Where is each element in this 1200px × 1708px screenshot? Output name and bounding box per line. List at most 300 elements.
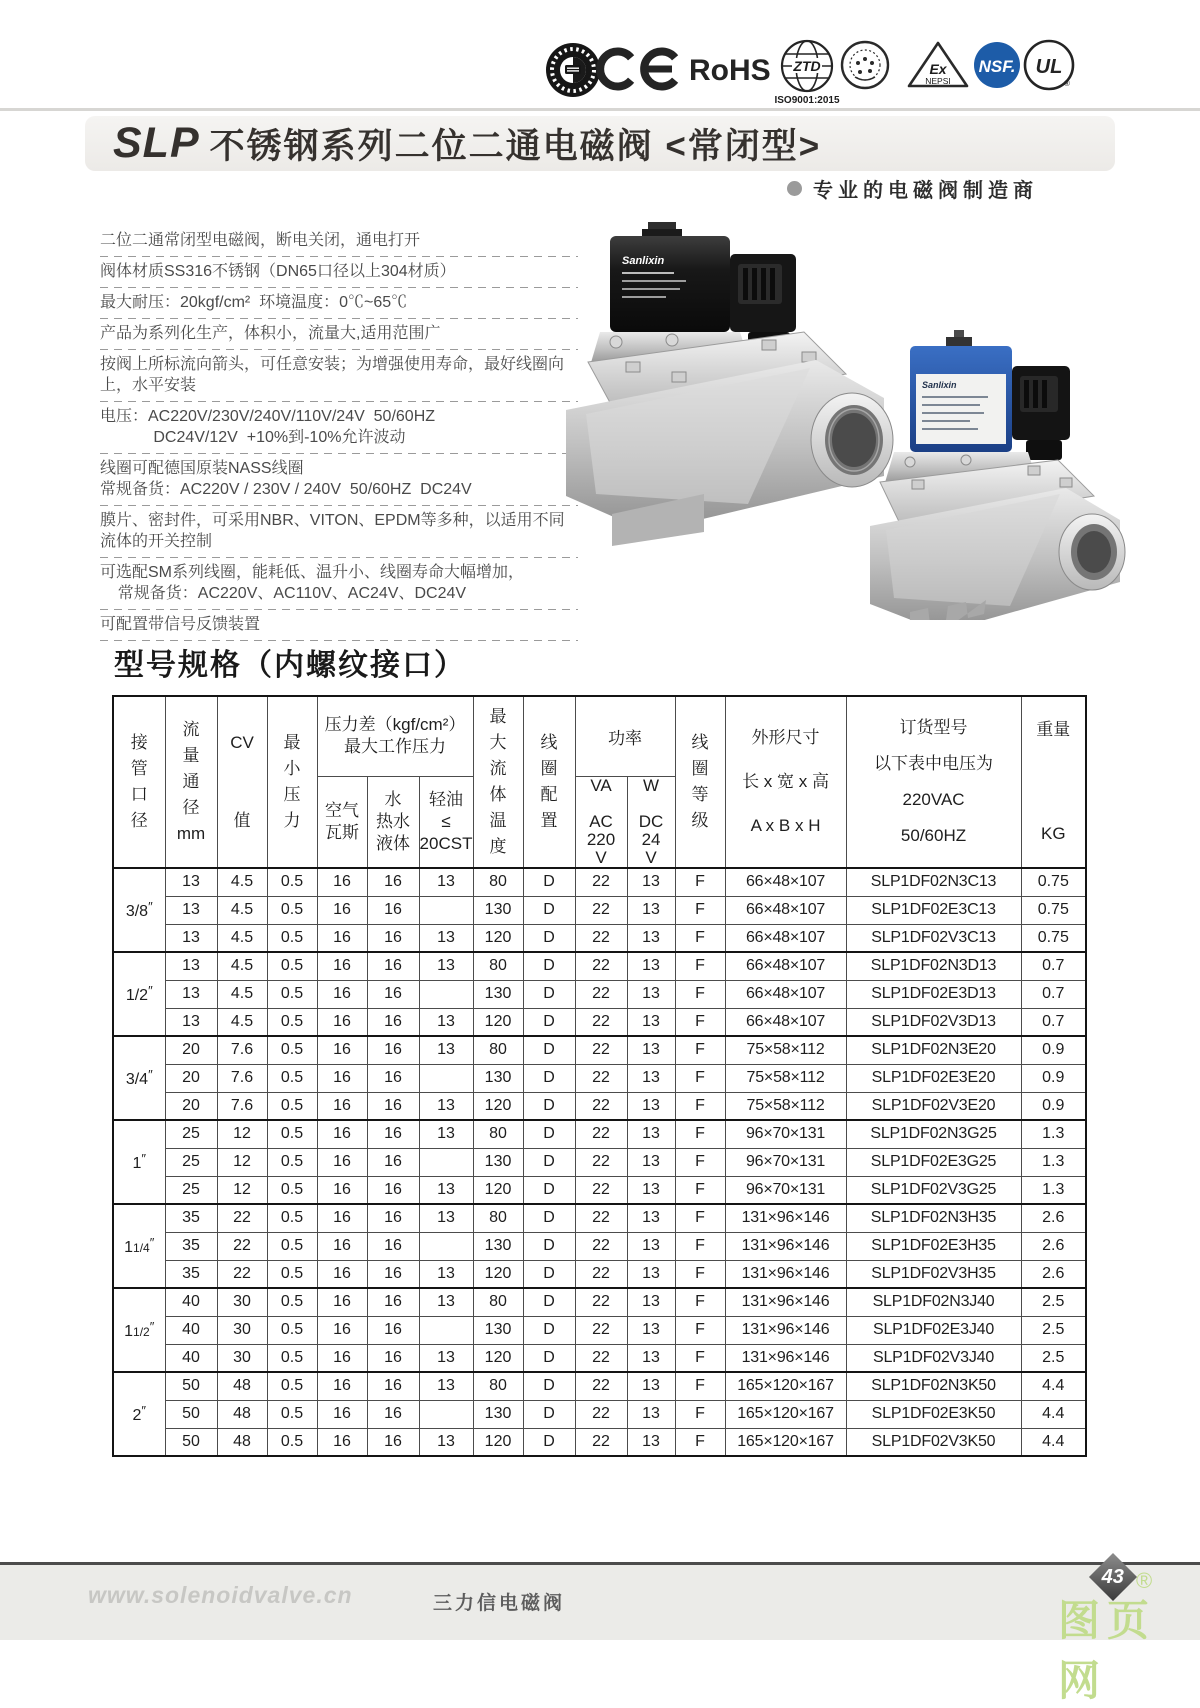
col-header-light-oil: 轻油 ≤ 20CST (419, 776, 473, 868)
watermark-registered-mark: ® (1136, 1568, 1153, 1593)
feature-item: 可选配SM系列线圈，能耗低、温升小、线圈寿命大幅增加， 常规备货：AC220V、AC110V、AC24V、DC24V (100, 558, 578, 610)
footer-website: www.solenoidvalve.cn (88, 1582, 353, 1608)
cell-weight_kg: 1.3 (1021, 1120, 1086, 1148)
feature-item: 可配置带信号反馈装置 (100, 610, 578, 641)
cell-power_va_ac220v: 22 (575, 1316, 627, 1344)
cell-dn_mm: 40 (165, 1288, 217, 1316)
cell-water_hot_liquid: 16 (367, 896, 419, 924)
table-row (113, 1176, 1086, 1204)
cell-light_oil (419, 1148, 473, 1176)
table-row (113, 1008, 1086, 1036)
cell-coil_class: F (675, 1176, 725, 1204)
cell-min_pressure: 0.5 (267, 1008, 317, 1036)
cell-power_va_ac220v: 22 (575, 1232, 627, 1260)
cell-coil_config: D (523, 1120, 575, 1148)
cell-dn_mm: 25 (165, 1176, 217, 1204)
cell-air_gas: 16 (317, 868, 367, 896)
cell-air_gas: 16 (317, 980, 367, 1008)
cell-dimensions_mm: 96×70×131 (725, 1120, 846, 1148)
cell-min_pressure: 0.5 (267, 1372, 317, 1400)
cell-max_fluid_temp: 120 (473, 1176, 523, 1204)
cell-weight_kg: 0.75 (1021, 868, 1086, 896)
cell-weight_kg: 2.6 (1021, 1232, 1086, 1260)
cell-air_gas: 16 (317, 1260, 367, 1288)
cell-coil_config: D (523, 952, 575, 980)
cell-air_gas: 16 (317, 1428, 367, 1456)
cell-dimensions_mm: 131×96×146 (725, 1288, 846, 1316)
cell-power_w_dc24v: 13 (627, 952, 675, 980)
col-header-dimensions: 外形尺寸 长 x 宽 x 高 A x B x H (725, 696, 846, 868)
cell-dimensions_mm: 131×96×146 (725, 1316, 846, 1344)
cell-max_fluid_temp: 80 (473, 1204, 523, 1232)
cell-max_fluid_temp: 80 (473, 1288, 523, 1316)
col-header-coil-class: 线 圈 等 级 (675, 696, 725, 868)
cell-order_model: SLP1DF02V3K50 (846, 1428, 1021, 1456)
cell-water_hot_liquid: 16 (367, 1288, 419, 1316)
cell-min_pressure: 0.5 (267, 1176, 317, 1204)
cell-dn_mm: 50 (165, 1428, 217, 1456)
cell-cv_value: 22 (217, 1232, 267, 1260)
cell-max_fluid_temp: 120 (473, 1344, 523, 1372)
col-header-water: 水 热水 液体 (367, 776, 419, 868)
cell-light_oil: 13 (419, 1372, 473, 1400)
cell-power_va_ac220v: 22 (575, 1176, 627, 1204)
cell-power_w_dc24v: 13 (627, 1204, 675, 1232)
feature-item: 产品为系列化生产，体积小，流量大,适用范围广 (100, 319, 578, 350)
cell-order_model: SLP1DF02V3E20 (846, 1092, 1021, 1120)
cell-max_fluid_temp: 130 (473, 1232, 523, 1260)
cell-max_fluid_temp: 130 (473, 1064, 523, 1092)
cell-air_gas: 16 (317, 1036, 367, 1064)
col-header-weight: 重量 KG (1021, 696, 1086, 868)
cell-power_w_dc24v: 13 (627, 896, 675, 924)
cell-max_fluid_temp: 80 (473, 1372, 523, 1400)
col-header-coil-config: 线 圈 配 置 (523, 696, 575, 868)
cell-min_pressure: 0.5 (267, 1344, 317, 1372)
cell-power_va_ac220v: 22 (575, 1400, 627, 1428)
cell-dimensions_mm: 75×58×112 (725, 1064, 846, 1092)
tagline-text: 专业的电磁阀制造商 (813, 180, 1038, 202)
table-row (113, 1288, 1086, 1316)
cell-light_oil: 13 (419, 1176, 473, 1204)
cell-coil_class: F (675, 1344, 725, 1372)
cell-order_model: SLP1DF02N3G25 (846, 1120, 1021, 1148)
tagline-bullet-icon (787, 181, 802, 196)
cell-min_pressure: 0.5 (267, 1400, 317, 1428)
pipe-size-cell: 1/2″ (113, 952, 165, 1036)
cell-coil_config: D (523, 1232, 575, 1260)
cell-power_va_ac220v: 22 (575, 1288, 627, 1316)
cell-max_fluid_temp: 120 (473, 1008, 523, 1036)
cell-order_model: SLP1DF02N3K50 (846, 1372, 1021, 1400)
cell-dn_mm: 20 (165, 1064, 217, 1092)
cell-air_gas: 16 (317, 924, 367, 952)
col-header-power-w: W DC 24 V (627, 776, 675, 868)
cell-coil_class: F (675, 896, 725, 924)
cell-power_w_dc24v: 13 (627, 1400, 675, 1428)
cell-power_w_dc24v: 13 (627, 1120, 675, 1148)
cell-power_va_ac220v: 22 (575, 1372, 627, 1400)
cell-dn_mm: 13 (165, 1008, 217, 1036)
cell-power_w_dc24v: 13 (627, 1148, 675, 1176)
cell-power_va_ac220v: 22 (575, 1344, 627, 1372)
cell-power_va_ac220v: 22 (575, 1148, 627, 1176)
cell-water_hot_liquid: 16 (367, 924, 419, 952)
cell-weight_kg: 2.5 (1021, 1316, 1086, 1344)
pipe-size-cell: 3/8″ (113, 868, 165, 952)
pipe-size-cell: 11/2″ (113, 1288, 165, 1372)
ul-mark-icon (1025, 41, 1073, 89)
nsf-mark-icon (974, 42, 1020, 88)
table-row (113, 924, 1086, 952)
cell-coil_config: D (523, 1204, 575, 1232)
cell-cv_value: 7.6 (217, 1036, 267, 1064)
table-row (113, 1428, 1086, 1456)
table-row (113, 1120, 1086, 1148)
table-row (113, 1344, 1086, 1372)
cell-coil_class: F (675, 952, 725, 980)
cell-coil_config: D (523, 1288, 575, 1316)
cell-min_pressure: 0.5 (267, 1428, 317, 1456)
table-row (113, 1260, 1086, 1288)
cell-light_oil: 13 (419, 1008, 473, 1036)
cell-order_model: SLP1DF02E3J40 (846, 1316, 1021, 1344)
table-row (113, 868, 1086, 896)
cell-water_hot_liquid: 16 (367, 1316, 419, 1344)
cell-cv_value: 4.5 (217, 896, 267, 924)
cell-weight_kg: 4.4 (1021, 1400, 1086, 1428)
table-row (113, 1400, 1086, 1428)
cell-dn_mm: 20 (165, 1092, 217, 1120)
cell-light_oil: 13 (419, 1204, 473, 1232)
title-bar (85, 116, 1115, 171)
cell-water_hot_liquid: 16 (367, 868, 419, 896)
pipe-size-cell: 3/4″ (113, 1036, 165, 1120)
cell-dn_mm: 13 (165, 896, 217, 924)
cell-coil_class: F (675, 1148, 725, 1176)
cell-power_w_dc24v: 13 (627, 1232, 675, 1260)
cell-dn_mm: 50 (165, 1400, 217, 1428)
ul-registered-mark: ® (1064, 79, 1070, 88)
cell-air_gas: 16 (317, 1400, 367, 1428)
cell-power_w_dc24v: 13 (627, 1428, 675, 1456)
cell-coil_config: D (523, 1400, 575, 1428)
cell-cv_value: 48 (217, 1372, 267, 1400)
cell-min_pressure: 0.5 (267, 1120, 317, 1148)
cell-water_hot_liquid: 16 (367, 1008, 419, 1036)
cell-water_hot_liquid: 16 (367, 1036, 419, 1064)
feature-item: 二位二通常闭型电磁阀，断电关闭，通电打开 (100, 226, 578, 257)
cell-order_model: SLP1DF02V3C13 (846, 924, 1021, 952)
cell-coil_class: F (675, 1316, 725, 1344)
cell-max_fluid_temp: 80 (473, 1120, 523, 1148)
table-row (113, 1372, 1086, 1400)
cell-air_gas: 16 (317, 896, 367, 924)
feature-item: 最大耐压：20kgf/cm² 环境温度：0℃~65℃ (100, 288, 578, 319)
footer-brand: 三力信电磁阀 (433, 1593, 566, 1614)
cell-weight_kg: 0.7 (1021, 952, 1086, 980)
tuv-nord-icon (546, 43, 600, 97)
cell-water_hot_liquid: 16 (367, 1232, 419, 1260)
cell-light_oil (419, 896, 473, 924)
cell-weight_kg: 4.4 (1021, 1372, 1086, 1400)
cell-max_fluid_temp: 80 (473, 868, 523, 896)
cell-water_hot_liquid: 16 (367, 1092, 419, 1120)
cell-min_pressure: 0.5 (267, 952, 317, 980)
col-header-min-pressure: 最 小 压 力 (267, 696, 317, 868)
col-header-pressure-group: 压力差（kgf/cm²） 最大工作压力 (317, 696, 473, 776)
cell-order_model: SLP1DF02N3D13 (846, 952, 1021, 980)
cell-dn_mm: 13 (165, 868, 217, 896)
cell-light_oil: 13 (419, 1428, 473, 1456)
feature-item: 按阀上所标流向箭头，可任意安装；为增强使用寿命，最好线圈向 上，水平安装 (100, 350, 578, 402)
cell-weight_kg: 0.7 (1021, 980, 1086, 1008)
cell-coil_class: F (675, 1372, 725, 1400)
cell-min_pressure: 0.5 (267, 1036, 317, 1064)
cell-weight_kg: 4.4 (1021, 1428, 1086, 1456)
cell-order_model: SLP1DF02N3H35 (846, 1204, 1021, 1232)
cell-order_model: SLP1DF02N3J40 (846, 1288, 1021, 1316)
cell-cv_value: 30 (217, 1344, 267, 1372)
cell-order_model: SLP1DF02E3K50 (846, 1400, 1021, 1428)
col-header-max-temp: 最 大 流 体 温 度 (473, 696, 523, 868)
cell-coil_class: F (675, 1428, 725, 1456)
cell-power_w_dc24v: 13 (627, 1316, 675, 1344)
cell-air_gas: 16 (317, 1120, 367, 1148)
cell-dimensions_mm: 66×48×107 (725, 952, 846, 980)
col-header-flow-dn: 流 量 通 径 mm (165, 696, 217, 868)
cell-power_w_dc24v: 13 (627, 868, 675, 896)
cell-power_va_ac220v: 22 (575, 924, 627, 952)
cell-power_va_ac220v: 22 (575, 1008, 627, 1036)
cell-power_va_ac220v: 22 (575, 1428, 627, 1456)
section-title: 型号规格（内螺纹接口） (114, 649, 466, 682)
cell-cv_value: 4.5 (217, 980, 267, 1008)
cell-weight_kg: 0.9 (1021, 1036, 1086, 1064)
cell-power_w_dc24v: 13 (627, 1176, 675, 1204)
cell-air_gas: 16 (317, 1064, 367, 1092)
cell-dn_mm: 35 (165, 1232, 217, 1260)
cell-dimensions_mm: 96×70×131 (725, 1176, 846, 1204)
cell-air_gas: 16 (317, 1316, 367, 1344)
cell-weight_kg: 2.5 (1021, 1344, 1086, 1372)
top-divider (0, 108, 1200, 111)
cell-cv_value: 30 (217, 1288, 267, 1316)
cell-max_fluid_temp: 120 (473, 1260, 523, 1288)
cell-order_model: SLP1DF02E3C13 (846, 896, 1021, 924)
cell-weight_kg: 2.6 (1021, 1204, 1086, 1232)
iso-globe-icon (774, 41, 839, 106)
cell-dn_mm: 13 (165, 980, 217, 1008)
cell-power_w_dc24v: 13 (627, 1036, 675, 1064)
nepsi-label: NEPSI (925, 76, 951, 86)
feature-item: 膜片、密封件，可采用NBR、VITON、EPDM等多种，以适用不同 流体的开关控制 (100, 506, 578, 558)
cell-power_va_ac220v: 22 (575, 1036, 627, 1064)
page-number: 43 (1101, 1565, 1125, 1588)
cell-order_model: SLP1DF02N3C13 (846, 868, 1021, 896)
cell-order_model: SLP1DF02V3G25 (846, 1176, 1021, 1204)
cell-coil_class: F (675, 1400, 725, 1428)
cell-cv_value: 4.5 (217, 1008, 267, 1036)
cell-max_fluid_temp: 120 (473, 1428, 523, 1456)
cell-air_gas: 16 (317, 1008, 367, 1036)
cell-cv_value: 22 (217, 1260, 267, 1288)
col-header-power-group: 功率 (575, 696, 675, 776)
cell-cv_value: 7.6 (217, 1092, 267, 1120)
cell-dimensions_mm: 66×48×107 (725, 896, 846, 924)
cell-max_fluid_temp: 130 (473, 896, 523, 924)
cell-power_w_dc24v: 13 (627, 1064, 675, 1092)
ztd-label: ZTD (793, 58, 821, 74)
cell-dn_mm: 13 (165, 952, 217, 980)
cell-weight_kg: 0.75 (1021, 896, 1086, 924)
cell-cv_value: 4.5 (217, 924, 267, 952)
cell-light_oil: 13 (419, 1260, 473, 1288)
cell-min_pressure: 0.5 (267, 1064, 317, 1092)
ce-mark-icon (600, 52, 675, 87)
cell-order_model: SLP1DF02E3G25 (846, 1148, 1021, 1176)
cell-order_model: SLP1DF02N3E20 (846, 1036, 1021, 1064)
cell-light_oil: 13 (419, 952, 473, 980)
cell-dimensions_mm: 66×48×107 (725, 980, 846, 1008)
table-row (113, 1232, 1086, 1260)
cell-power_va_ac220v: 22 (575, 868, 627, 896)
cell-cv_value: 12 (217, 1120, 267, 1148)
spec-table (112, 695, 1087, 1457)
cell-air_gas: 16 (317, 1092, 367, 1120)
cell-dn_mm: 13 (165, 924, 217, 952)
cell-cv_value: 4.5 (217, 952, 267, 980)
cell-order_model: SLP1DF02E3E20 (846, 1064, 1021, 1092)
cell-coil_class: F (675, 1120, 725, 1148)
cell-air_gas: 16 (317, 1176, 367, 1204)
cell-power_w_dc24v: 13 (627, 1288, 675, 1316)
cell-dimensions_mm: 131×96×146 (725, 1204, 846, 1232)
cell-power_va_ac220v: 22 (575, 1260, 627, 1288)
cell-light_oil (419, 980, 473, 1008)
cell-min_pressure: 0.5 (267, 1148, 317, 1176)
col-header-pipe-size: 接 管 口 径 (113, 696, 165, 868)
series-code: SLP (113, 119, 200, 167)
coil-brand-label: Sanlixin (622, 255, 665, 267)
cell-power_va_ac220v: 22 (575, 952, 627, 980)
cell-water_hot_liquid: 16 (367, 1148, 419, 1176)
cell-max_fluid_temp: 130 (473, 980, 523, 1008)
pipe-size-cell: 1″ (113, 1120, 165, 1204)
cell-dimensions_mm: 96×70×131 (725, 1148, 846, 1176)
cell-power_va_ac220v: 22 (575, 896, 627, 924)
cell-water_hot_liquid: 16 (367, 1372, 419, 1400)
cell-max_fluid_temp: 130 (473, 1148, 523, 1176)
cell-air_gas: 16 (317, 1344, 367, 1372)
cell-dn_mm: 20 (165, 1036, 217, 1064)
cell-dimensions_mm: 165×120×167 (725, 1428, 846, 1456)
cell-weight_kg: 2.5 (1021, 1288, 1086, 1316)
cell-coil_config: D (523, 1344, 575, 1372)
cell-coil_class: F (675, 1288, 725, 1316)
cell-power_va_ac220v: 22 (575, 1204, 627, 1232)
cell-max_fluid_temp: 130 (473, 1316, 523, 1344)
cell-min_pressure: 0.5 (267, 1232, 317, 1260)
cell-cv_value: 4.5 (217, 868, 267, 896)
cell-min_pressure: 0.5 (267, 1288, 317, 1316)
cell-coil_config: D (523, 1064, 575, 1092)
pipe-size-cell: 11/4″ (113, 1204, 165, 1288)
cell-coil_class: F (675, 924, 725, 952)
cell-power_w_dc24v: 13 (627, 1092, 675, 1120)
cell-air_gas: 16 (317, 1372, 367, 1400)
cell-min_pressure: 0.5 (267, 980, 317, 1008)
cell-min_pressure: 0.5 (267, 868, 317, 896)
cell-water_hot_liquid: 16 (367, 952, 419, 980)
cell-dimensions_mm: 66×48×107 (725, 868, 846, 896)
cell-air_gas: 16 (317, 1288, 367, 1316)
nsf-label: NSF. (978, 57, 1016, 76)
table-row (113, 896, 1086, 924)
cell-coil_class: F (675, 1260, 725, 1288)
cell-dn_mm: 25 (165, 1120, 217, 1148)
cell-cv_value: 48 (217, 1400, 267, 1428)
col-header-air-gas: 空气 瓦斯 (317, 776, 367, 868)
feature-list (100, 226, 578, 641)
cell-dimensions_mm: 165×120×167 (725, 1372, 846, 1400)
cell-weight_kg: 1.3 (1021, 1176, 1086, 1204)
cell-water_hot_liquid: 16 (367, 1344, 419, 1372)
cell-coil_config: D (523, 896, 575, 924)
cell-light_oil: 13 (419, 1036, 473, 1064)
cell-power_va_ac220v: 22 (575, 1064, 627, 1092)
ex-nepsi-icon (909, 43, 967, 86)
product-photos (552, 212, 1152, 620)
feature-item: 阀体材质SS316不锈钢（DN65口径以上304材质） (100, 257, 578, 288)
cell-light_oil: 13 (419, 1120, 473, 1148)
cell-water_hot_liquid: 16 (367, 1400, 419, 1428)
pipe-size-cell: 2″ (113, 1372, 165, 1456)
cell-min_pressure: 0.5 (267, 1092, 317, 1120)
spec-table-body (113, 868, 1086, 1456)
cell-light_oil (419, 1316, 473, 1344)
rohs-mark-label: RoHS (689, 54, 771, 87)
table-row (113, 1092, 1086, 1120)
cell-cv_value: 12 (217, 1148, 267, 1176)
table-row (113, 1036, 1086, 1064)
cell-power_w_dc24v: 13 (627, 1344, 675, 1372)
cell-water_hot_liquid: 16 (367, 1176, 419, 1204)
cell-water_hot_liquid: 16 (367, 980, 419, 1008)
cell-power_w_dc24v: 13 (627, 1008, 675, 1036)
col-header-cv: CV 值 (217, 696, 267, 868)
cell-weight_kg: 2.6 (1021, 1260, 1086, 1288)
feature-item: 电压：AC220V/230V/240V/110V/24V 50/60HZ DC24V/12V +10%到-10%允许波动 (100, 402, 578, 454)
cell-order_model: SLP1DF02V3J40 (846, 1344, 1021, 1372)
watermark: 图页网 (1058, 1597, 1157, 1704)
cell-coil_config: D (523, 1148, 575, 1176)
cell-coil_config: D (523, 1008, 575, 1036)
cell-coil_class: F (675, 1064, 725, 1092)
cell-dn_mm: 40 (165, 1344, 217, 1372)
table-row (113, 1204, 1086, 1232)
cell-power_w_dc24v: 13 (627, 980, 675, 1008)
cell-coil_class: F (675, 1232, 725, 1260)
cell-coil_config: D (523, 1036, 575, 1064)
table-row (113, 980, 1086, 1008)
cell-weight_kg: 0.75 (1021, 924, 1086, 952)
cell-coil_config: D (523, 1372, 575, 1400)
cell-dimensions_mm: 165×120×167 (725, 1400, 846, 1428)
cell-light_oil (419, 1064, 473, 1092)
iso9001-label: ISO9001:2015 (774, 95, 840, 106)
cell-coil_config: D (523, 980, 575, 1008)
